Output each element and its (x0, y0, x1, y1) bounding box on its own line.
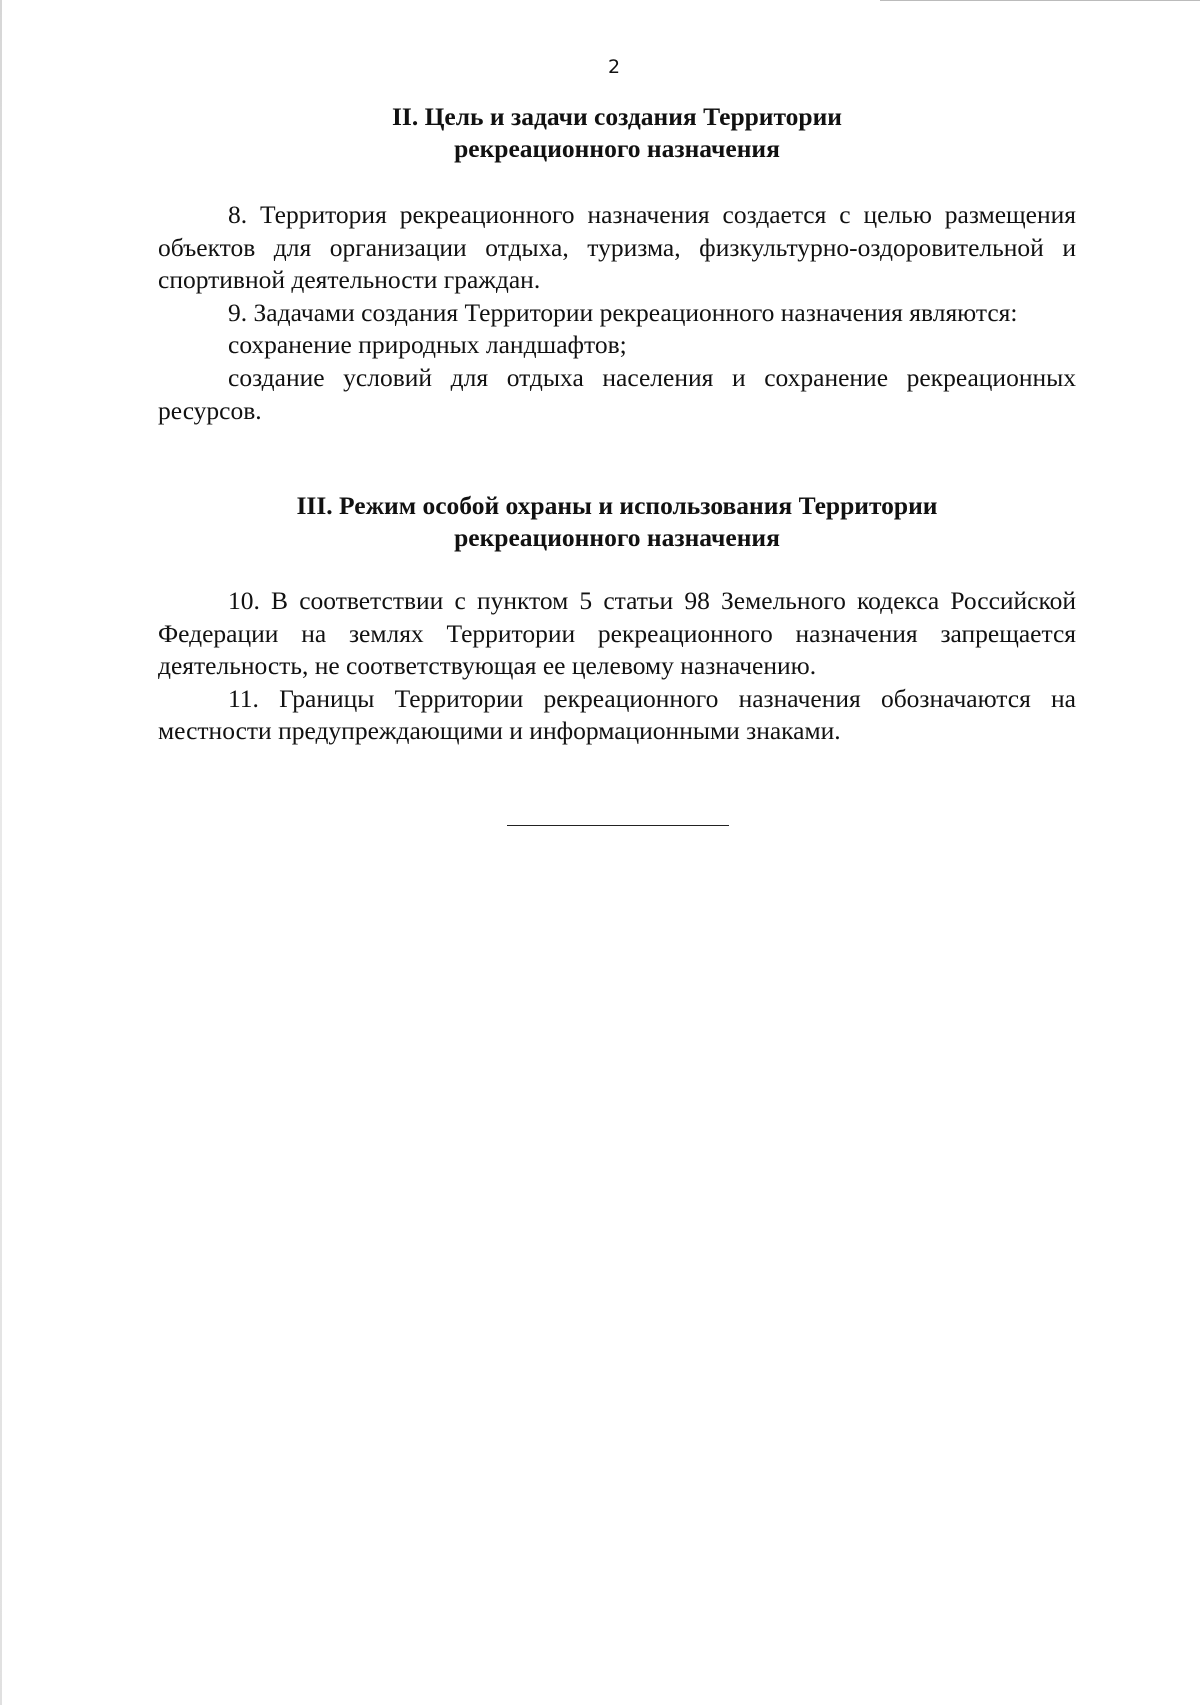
section-2-title-line-2: рекреационного назначения (454, 134, 780, 163)
paragraph-8: 8. Территория рекреационного назначения создается с целью размещения объектов для организации отдыха, туризма, физкультурно-оздоровительной и спортивной деятельности граждан. (158, 200, 1076, 295)
end-divider-line (507, 825, 729, 826)
paragraph-11: 11. Границы Территории рекреационного назначения обозначаются на местности предупреждающими и информационными знаками. (158, 683, 1076, 746)
section-3-body (158, 585, 1076, 748)
page-number: 2 (607, 56, 621, 78)
section-2-body (158, 199, 1076, 427)
task-item-1: сохранение природных ландшафтов; (228, 330, 627, 360)
paragraph-10: 10. В соответствии с пунктом 5 статьи 98 Земельного кодекса Российской Федерации на землях Территории рекреационного назначения запрещается деятельность, не соответствующая ее целевому назначению. (158, 586, 1076, 681)
scan-edge-left (0, 0, 2, 1705)
paragraph-9: 9. Задачами создания Территории рекреационного назначения являются: (228, 297, 1018, 327)
section-3-heading (158, 490, 1076, 554)
section-2-heading (158, 101, 1076, 165)
section-3-title-line-2: рекреационного назначения (454, 523, 780, 552)
section-2-title-line-1: II. Цель и задачи создания Территории (391, 102, 843, 131)
section-3-title-line-1: III. Режим особой охраны и использования Территории (296, 491, 938, 520)
task-item-2: создание условий для отдыха населения и сохранение рекреационных ресурсов. (158, 362, 1076, 425)
scan-edge-top (880, 0, 1200, 1)
